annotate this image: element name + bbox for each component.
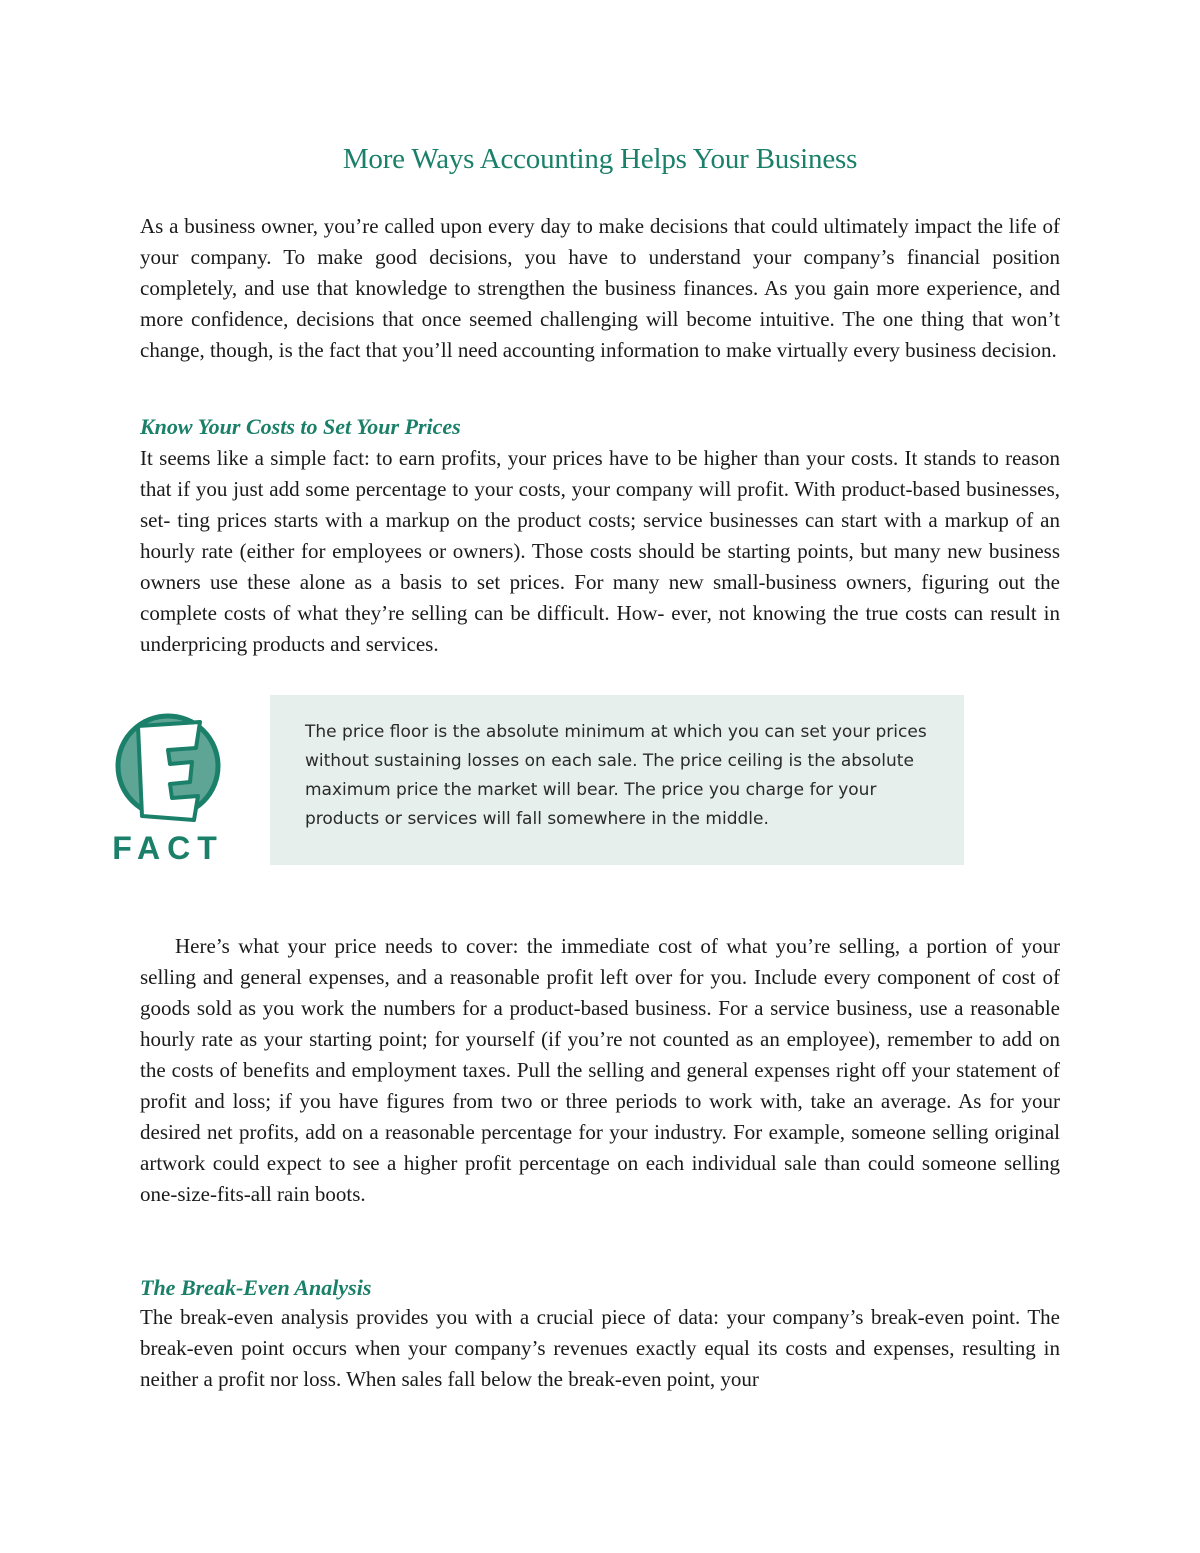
fact-callout-box (270, 695, 964, 865)
intro-paragraph: As a business owner, you’re called upon every day to make decisions that could ultimately impact the life of your company. To make good decisions, you have to understand your company’s financial position completely, and use that knowledge to strengthen the business finances. As you gain more experience, and more confidence, decisions that once seemed challenging will become intuitive. The one thing that won’t change, though, is the fact that you’ll need accounting information to make virtually every business decision. (140, 214, 1060, 362)
price-section (140, 931, 1060, 1210)
costs-paragraph: It seems like a simple fact: to earn profits, your prices have to be higher than your costs. It stands to reason that if you just add some percentage to your costs, your company will profit. With product-based businesses, set- ting prices starts with a markup on the product costs; service businesses can start with a markup of an hourly rate (either for employees or owners). Those costs should be starting points, but many new business owners use these alone as a basis to set prices. For many new small-business owners, figuring out the complete costs of what they’re selling can be difficult. How- ever, not knowing the true costs can result in underpricing products and services. (140, 446, 1060, 656)
fact-label: FACT (112, 830, 224, 866)
intro-section (140, 211, 1060, 366)
fact-text: The price floor is the absolute minimum at which you can set your prices without sustaining losses on each sale. The price ceiling is the absolute maximum price the market will bear. The price you charge for your products or services will fall somewhere in the middle. (305, 722, 927, 829)
break-even-paragraph: The break-even analysis provides you with a crucial piece of data: your company’s break-even point. The break-even point occurs when your company’s revenues exactly equal its costs and expenses, resulting in neither a profit nor loss. When sales fall below the break-even point, your (140, 1305, 1060, 1391)
page-title: More Ways Accounting Helps Your Business (342, 143, 858, 175)
section-heading-break-even: The Break-Even Analysis (140, 1275, 372, 1300)
section-heading-costs: Know Your Costs to Set Your Prices (140, 414, 461, 439)
price-paragraph: Here’s what your price needs to cover: the immediate cost of what you’re selling, a portion of your selling and general expenses, and a reasonable profit left over for you. Include every component of cost of goods sold as you work the numbers for a product-based business. For a service business, use a reasonable hourly rate as your starting point; for yourself (if you’re not counted as an employee), remember to add on the costs of benefits and employment taxes. Pull the selling and general expenses right off your statement of profit and loss; if you have figures from two or three periods to work with, take an average. As for your desired net profits, add on a reasonable percentage for your industry. For example, someone selling original artwork could expect to see a higher profit percentage on each individual sale than could someone selling one-size-fits-all rain boots. (140, 934, 1060, 1206)
fact-logo-letter: E (167, 785, 169, 787)
break-even-section (140, 1302, 1060, 1395)
costs-section (140, 443, 1060, 660)
